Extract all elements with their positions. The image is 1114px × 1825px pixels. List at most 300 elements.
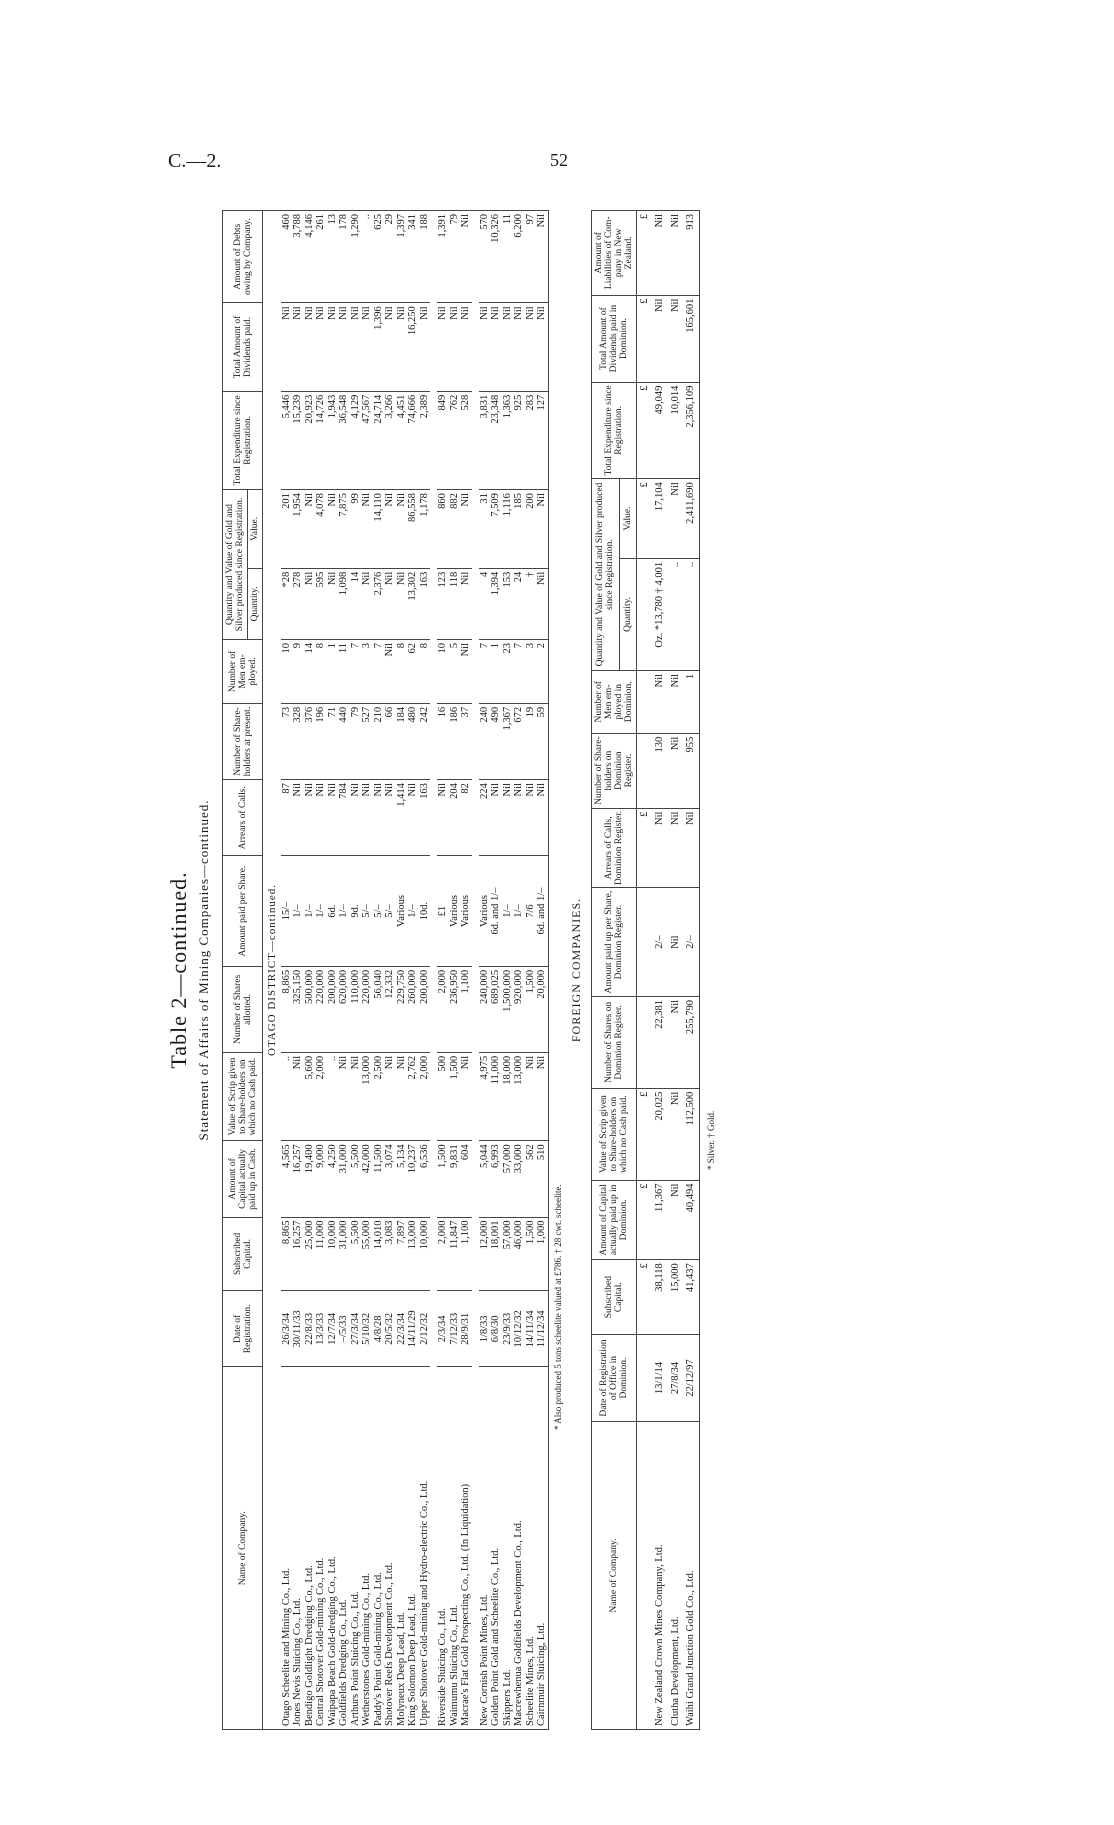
table-cell: Nil — [350, 780, 362, 856]
currency-unit-cell: £ — [636, 295, 652, 382]
table-cell: 11,000 — [490, 1052, 502, 1140]
table-cell: 5/– — [373, 856, 385, 967]
group-spacer — [430, 211, 437, 1730]
table-row — [327, 211, 339, 1730]
table-row — [396, 211, 408, 1730]
table-cell: Nil — [536, 1052, 548, 1140]
table-cell: 15,239 — [292, 391, 304, 489]
table-cell: 1,290 — [350, 211, 362, 303]
table-cell: 8 — [396, 640, 408, 704]
table-cell: 22/12/97 — [683, 1335, 699, 1422]
table-cell: 5,600 — [304, 1052, 316, 1140]
table-cell: 849 — [437, 391, 449, 489]
table-cell: Nil — [479, 303, 491, 391]
currency-unit-cell: £ — [636, 211, 652, 296]
table-cell: 12,332 — [384, 966, 396, 1052]
table-cell: 1,414 — [396, 780, 408, 856]
currency-unit-cell — [636, 1422, 652, 1730]
table-cell: Nil — [361, 568, 373, 639]
table-cell: 2,000 — [419, 1052, 431, 1140]
table-cell: 9,831 — [449, 1141, 461, 1217]
table-cell: 4 — [479, 568, 491, 639]
table-cell: 23 — [502, 640, 514, 704]
table-cell: 49,049 — [652, 382, 668, 479]
table-cell: 40,494 — [683, 1180, 699, 1260]
table-cell: 3,266 — [384, 391, 396, 489]
col-header-men: Number of Men em-ployed. — [223, 640, 263, 704]
table-cell: 57,000 — [502, 1217, 514, 1291]
table-cell: 6/8/30 — [490, 1291, 502, 1367]
table-cell: Nil — [536, 490, 548, 569]
table-cell: 153 — [502, 568, 514, 639]
col-header-gold-group: Quantity and Value of Gold and Silver produced since Registration. — [223, 490, 248, 640]
foreign-col-header-paid-per-share: Amount paid up per Share, Dominion Register. — [591, 888, 636, 997]
table-cell: 2,356,109 — [683, 382, 699, 479]
table-cell: 22,381 — [652, 996, 668, 1088]
table-cell: 4,250 — [327, 1141, 339, 1217]
table-cell: Nil — [536, 211, 548, 303]
table-cell: 13,302 — [407, 568, 419, 639]
table-cell: 36,548 — [338, 391, 350, 489]
table-row — [479, 211, 491, 1730]
table-cell: 1,367 — [502, 703, 514, 779]
table-cell: 201 — [281, 490, 293, 569]
table-cell: 1 — [490, 640, 502, 704]
table-cell: 4,078 — [315, 490, 327, 569]
table-cell: Nil — [437, 303, 449, 391]
table-cell: 13,000 — [361, 1052, 373, 1140]
company-name-cell: Waihi Grand Junction Gold Co., Ltd. — [683, 1422, 699, 1730]
table-cell: .. — [668, 558, 684, 670]
table-cell: 59 — [536, 703, 548, 779]
table-cell: 10,237 — [407, 1141, 419, 1217]
table-cell: 56,040 — [373, 966, 385, 1052]
table-cell: 4,975 — [479, 1052, 491, 1140]
table-cell: Nil — [327, 490, 339, 569]
table-cell: 19,400 — [304, 1141, 316, 1217]
table-cell: 1 — [327, 640, 339, 704]
col-header-paid: Amount of Capital actually paid up in Cash. — [223, 1141, 263, 1217]
col-header-expenditure: Total Expenditure since Registration. — [223, 391, 263, 489]
table-cell: 41,437 — [683, 1260, 699, 1335]
table-row — [437, 211, 449, 1730]
table-cell: 200,000 — [327, 966, 339, 1052]
col-header-scrip: Value of Scrip given to Share-holders on which no Cash paid. — [223, 1052, 263, 1140]
table-cell: 8 — [419, 640, 431, 704]
table-cell: *28 — [281, 568, 293, 639]
table-cell: Nil — [304, 780, 316, 856]
table-cell: 562 — [525, 1141, 537, 1217]
table-cell: 1,397 — [396, 211, 408, 303]
table-cell: 8 — [315, 640, 327, 704]
page-number: 52 — [550, 150, 568, 170]
company-name-cell: New Zealand Crown Mines Company, Ltd. — [652, 1422, 668, 1730]
table-cell: † — [525, 568, 537, 639]
table-cell: 510 — [536, 1141, 548, 1217]
company-name-cell: Waipapa Beach Gold-dredging Co., Ltd. — [327, 1367, 339, 1730]
table-cell: 118 — [449, 568, 461, 639]
table-cell: 200,000 — [419, 966, 431, 1052]
table-cell: 1/– — [502, 856, 514, 967]
table-cell: 200 — [525, 490, 537, 569]
table-cell: 1/– — [338, 856, 350, 967]
table-cell: 10d. — [419, 856, 431, 967]
foreign-col-header-shareholders: Number of Share-holders on Dominion Register. — [591, 733, 636, 808]
table-cell: Nil — [396, 490, 408, 569]
table-cell: Nil — [327, 568, 339, 639]
table-cell: 1,396 — [373, 303, 385, 391]
table-cell: 3 — [361, 640, 373, 704]
table-row — [281, 211, 293, 1730]
table-cell: 260,000 — [407, 966, 419, 1052]
table-row — [304, 211, 316, 1730]
table-cell: Various — [479, 856, 491, 967]
company-name-cell: Upper Shotover Gold-mining and Hydro-electric Co., Ltd. — [419, 1367, 431, 1730]
table-cell: 23,348 — [490, 391, 502, 489]
company-name-cell: Waimumu Sluicing Co., Ltd. — [449, 1367, 461, 1730]
table-cell: 97 — [525, 211, 537, 303]
col-header-name: Name of Company. — [223, 1367, 263, 1730]
currency-unit-cell: £ — [636, 1260, 652, 1335]
table-cell: Nil — [384, 1052, 396, 1140]
foreign-col-header-men: Number of Men em-ployed in Dominion. — [591, 670, 636, 733]
table-cell: 12/7/34 — [327, 1291, 339, 1367]
table-cell: 16,257 — [292, 1217, 304, 1291]
table-cell: 86,558 — [407, 490, 419, 569]
table-row — [525, 211, 537, 1730]
table-cell: 13,000 — [513, 1052, 525, 1140]
table-cell: 79 — [449, 211, 461, 303]
table-cell: 29 — [384, 211, 396, 303]
table-cell: 4,451 — [396, 391, 408, 489]
table-cell: 14,010 — [373, 1217, 385, 1291]
table-cell: 165,601 — [683, 295, 699, 382]
table-cell: 27/8/34 — [668, 1335, 684, 1422]
table-cell: 9,000 — [315, 1141, 327, 1217]
table-cell: Nil — [490, 780, 502, 856]
table-cell: 18,000 — [502, 1052, 514, 1140]
currency-unit-cell — [636, 996, 652, 1088]
table-cell: 882 — [449, 490, 461, 569]
table-cell: .. — [327, 1052, 339, 1140]
table-cell: 16 — [437, 703, 449, 779]
table-cell: Nil — [513, 780, 525, 856]
table-cell: Nil — [460, 1052, 472, 1140]
col-header-subscribed: Subscribed Capital. — [223, 1217, 263, 1291]
table-cell: 11,000 — [315, 1217, 327, 1291]
table-cell: 10,326 — [490, 211, 502, 303]
table-cell: 1/– — [304, 856, 316, 967]
table-cell: 6,993 — [490, 1141, 502, 1217]
table-cell: 1,391 — [437, 211, 449, 303]
table-cell: Nil — [315, 780, 327, 856]
table-row — [536, 211, 548, 1730]
table-cell: Nil — [490, 303, 502, 391]
table-cell: 7,897 — [396, 1217, 408, 1291]
table-cell: 16,257 — [292, 1141, 304, 1217]
table-cell: Nil — [304, 490, 316, 569]
table-cell: 66 — [384, 703, 396, 779]
foreign-col-header-scrip: Value of Scrip given to Share-holders on which no Cash paid. — [591, 1088, 636, 1180]
table-cell: 17,104 — [652, 479, 668, 559]
table-cell: 620,000 — [338, 966, 350, 1052]
table-cell: 14/11/29 — [407, 1291, 419, 1367]
table-cell: 255,790 — [683, 996, 699, 1088]
table-cell: 33,000 — [513, 1141, 525, 1217]
col-header-value: Value. — [248, 490, 263, 569]
table-cell: 224 — [479, 780, 491, 856]
table-cell: Nil — [525, 1052, 537, 1140]
table-cell: Nil — [361, 490, 373, 569]
table-row — [361, 211, 373, 1730]
table-cell: 57,000 — [502, 1141, 514, 1217]
foreign-table-row — [652, 211, 668, 1730]
table-cell: Nil — [373, 780, 385, 856]
table-cell: Nil — [502, 303, 514, 391]
footnote: * Also produced 5 tons scheelite valued at £786. † 28 cwt. scheelite. — [552, 1184, 563, 1430]
table-cell: Nil — [327, 780, 339, 856]
table-cell: Nil — [460, 568, 472, 639]
table-cell: Nil — [502, 780, 514, 856]
table-cell: Nil — [396, 303, 408, 391]
col-header-arrears: Arrears of Calls. — [223, 780, 263, 856]
table-cell: 11,847 — [449, 1217, 461, 1291]
table-cell: 163 — [419, 568, 431, 639]
table-cell: 2 — [536, 640, 548, 704]
table-cell: 23/9/33 — [502, 1291, 514, 1367]
table-cell: 196 — [315, 703, 327, 779]
table-cell: Nil — [315, 303, 327, 391]
table-cell: 2/– — [652, 888, 668, 997]
table-cell: Nil — [384, 568, 396, 639]
table-cell: 1,098 — [338, 568, 350, 639]
table-cell: 24 — [513, 568, 525, 639]
table-cell: 7 — [513, 640, 525, 704]
table-cell: 46,000 — [513, 1217, 525, 1291]
table-cell: 210 — [373, 703, 385, 779]
table-cell: Nil — [668, 808, 684, 888]
table-cell: 240,000 — [479, 966, 491, 1052]
bottom-footnote: * Silver. † Gold. — [705, 1110, 716, 1170]
table-title: Table 2—continued. — [166, 871, 191, 1069]
table-cell: 1,116 — [502, 490, 514, 569]
table-cell: 14/11/34 — [525, 1291, 537, 1367]
table-row — [513, 211, 525, 1730]
company-name-cell: Golden Point Gold and Scheelite Co., Ltd. — [490, 1367, 502, 1730]
table-cell: 5,446 — [281, 391, 293, 489]
table-cell: 20,025 — [652, 1088, 668, 1180]
table-cell: 9 — [292, 640, 304, 704]
table-cell: 860 — [437, 490, 449, 569]
col-header-quantity: Quantity. — [248, 568, 263, 639]
table-cell: £1 — [437, 856, 449, 967]
table-cell: 13 — [327, 211, 339, 303]
currency-unit-cell: £ — [636, 479, 652, 559]
table-cell: 38,118 — [652, 1260, 668, 1335]
foreign-col-header-name: Name of Company. — [591, 1422, 636, 1730]
table-cell: 22/8/33 — [304, 1291, 316, 1367]
table-cell: Nil — [350, 1052, 362, 1140]
col-header-debts: Amount of Debts owing by Company. — [223, 211, 263, 303]
table-cell: 127 — [536, 391, 548, 489]
table-cell: Nil — [652, 670, 668, 733]
table-cell: 71 — [327, 703, 339, 779]
table-cell: 5,134 — [396, 1141, 408, 1217]
foreign-col-header-dividends: Total Amount of Dividends paid in Dominion. — [591, 295, 636, 382]
table-cell: 5/– — [384, 856, 396, 967]
table-cell: 261 — [315, 211, 327, 303]
company-name-cell: Macrae's Flat Gold Prospecting Co., Ltd. (In Liquidation) — [460, 1367, 472, 1730]
table-cell: 188 — [419, 211, 431, 303]
table-cell: 1,178 — [419, 490, 431, 569]
col-header-shareholders: Number of Share-holders at present. — [223, 703, 263, 779]
table-cell: 163 — [419, 780, 431, 856]
table-cell: 500,000 — [304, 966, 316, 1052]
table-cell: Nil — [384, 303, 396, 391]
table-cell: 3,788 — [292, 211, 304, 303]
table-cell: 16,250 — [407, 303, 419, 391]
table-cell: 278 — [292, 568, 304, 639]
table-cell: 4,146 — [304, 211, 316, 303]
table-cell: 1,500 — [525, 1217, 537, 1291]
table-cell: 2/12/32 — [419, 1291, 431, 1367]
table-cell: 236,950 — [449, 966, 461, 1052]
company-name-cell: Wetherstones Gold-mining Co., Ltd. — [361, 1367, 373, 1730]
table-cell: –/5/33 — [338, 1291, 350, 1367]
table-cell: Nil — [449, 303, 461, 391]
table-cell: 625 — [373, 211, 385, 303]
table-cell: 570 — [479, 211, 491, 303]
foreign-col-header-liabilities: Amount of Liabilities of Com-pany in New Zealand. — [591, 211, 636, 296]
currency-unit-row — [636, 211, 652, 1730]
table-cell: 10,000 — [327, 1217, 339, 1291]
table-cell: 1 — [683, 670, 699, 733]
table-cell: 1,954 — [292, 490, 304, 569]
foreign-col-header-date: Date of Registration of Office in Dominion. — [591, 1335, 636, 1422]
foreign-col-header-arrears: Arrears of Calls, Dominion Register. — [591, 808, 636, 888]
table-cell: 2,500 — [373, 1052, 385, 1140]
table-cell: Nil — [384, 780, 396, 856]
table-cell: Nil — [350, 303, 362, 391]
table-cell: Nil — [536, 780, 548, 856]
table-cell: 10/12/32 — [513, 1291, 525, 1367]
table-cell: Nil — [652, 295, 668, 382]
table-cell: 79 — [350, 703, 362, 779]
table-cell: 1/8/33 — [479, 1291, 491, 1367]
table-cell: Nil — [292, 1052, 304, 1140]
table-cell: 14,726 — [315, 391, 327, 489]
table-cell: 500 — [437, 1052, 449, 1140]
table-cell: 5,044 — [479, 1141, 491, 1217]
table-cell: 1,500,000 — [502, 966, 514, 1052]
table-cell: 341 — [407, 211, 419, 303]
table-cell: 604 — [460, 1141, 472, 1217]
company-name-cell: Shotover Reefs Development Co., Ltd. — [384, 1367, 396, 1730]
table-cell: Nil — [361, 780, 373, 856]
table-cell: 2/– — [683, 888, 699, 997]
table-cell: Nil — [513, 303, 525, 391]
foreign-table-row — [668, 211, 684, 1730]
table-cell: 7,509 — [490, 490, 502, 569]
table-row — [419, 211, 431, 1730]
table-cell: 10,000 — [419, 1217, 431, 1291]
table-cell: Oz. *13,780 † 4,001 — [652, 558, 668, 670]
table-cell: 913 — [683, 211, 699, 296]
table-cell: 14 — [304, 640, 316, 704]
table-cell: 20/5/32 — [384, 1291, 396, 1367]
company-name-cell: Scheelite Mines, Ltd. — [525, 1367, 537, 1730]
table-cell: Nil — [292, 780, 304, 856]
table-cell: 242 — [419, 703, 431, 779]
foreign-companies-table — [591, 210, 700, 1730]
table-cell: 376 — [304, 703, 316, 779]
table-cell: 1,394 — [490, 568, 502, 639]
company-name-cell: Goldfields Dredging Co., Ltd. — [338, 1367, 350, 1730]
table-cell: Various — [460, 856, 472, 967]
table-cell: 14 — [350, 568, 362, 639]
table-cell: 204 — [449, 780, 461, 856]
page-reference: C.—2. — [168, 150, 222, 172]
company-name-cell: Bendigo Goldlight Dredging Co., Ltd. — [304, 1367, 316, 1730]
table-cell: Nil — [460, 640, 472, 704]
table-cell: 11,500 — [373, 1141, 385, 1217]
foreign-col-header-expenditure: Total Expenditure since Registration. — [591, 382, 636, 479]
table-cell: 1/– — [407, 856, 419, 967]
company-name-cell: Molyneux Deep Lead, Ltd. — [396, 1367, 408, 1730]
table-cell: 527 — [361, 703, 373, 779]
table-cell: 14,110 — [373, 490, 385, 569]
table-cell: 8,865 — [281, 966, 293, 1052]
table-cell: 55,000 — [361, 1217, 373, 1291]
table-cell: 1,100 — [460, 966, 472, 1052]
table-cell: Various — [449, 856, 461, 967]
spacer-cell — [472, 211, 479, 1730]
table-cell: 31,000 — [338, 1217, 350, 1291]
table-cell: Nil — [437, 780, 449, 856]
table-cell: 1/– — [292, 856, 304, 967]
table-cell: Nil — [668, 1180, 684, 1260]
table-cell: 460 — [281, 211, 293, 303]
table-cell: Nil — [668, 295, 684, 382]
table-row — [490, 211, 502, 1730]
table-cell: 440 — [338, 703, 350, 779]
currency-unit-cell — [636, 558, 652, 670]
table-cell: 595 — [315, 568, 327, 639]
table-cell: 328 — [292, 703, 304, 779]
currency-unit-cell — [636, 888, 652, 997]
currency-unit-cell — [636, 670, 652, 733]
table-cell: 2,376 — [373, 568, 385, 639]
table-cell: 185 — [513, 490, 525, 569]
table-cell: Nil — [668, 888, 684, 997]
table-cell: Nil — [536, 568, 548, 639]
table-cell: 490 — [490, 703, 502, 779]
table-cell: 7,875 — [338, 490, 350, 569]
table-cell: 74,666 — [407, 391, 419, 489]
company-name-cell: Paddy's Point Gold-mining Co., Ltd. — [373, 1367, 385, 1730]
company-name-cell: Arthurs Point Sluicing Co., Ltd. — [350, 1367, 362, 1730]
table-cell: 5/10/32 — [361, 1291, 373, 1367]
table-cell: 3 — [525, 640, 537, 704]
table-cell: 1/– — [513, 856, 525, 967]
table-cell: 5,500 — [350, 1217, 362, 1291]
table-cell: 220,000 — [315, 966, 327, 1052]
table-cell: 3,074 — [384, 1141, 396, 1217]
company-name-cell: Clutha Development, Ltd. — [668, 1422, 684, 1730]
rotated-table-block — [166, 210, 946, 1730]
table-cell: 184 — [396, 703, 408, 779]
table-cell: 7/6 — [525, 856, 537, 967]
